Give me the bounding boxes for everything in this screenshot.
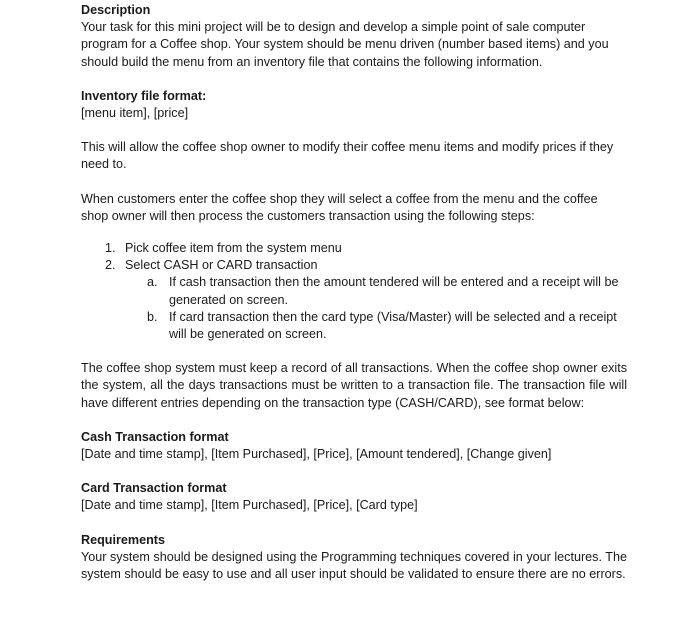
list-item xyxy=(125,274,627,308)
step-text: Select CASH or CARD transaction xyxy=(125,258,318,273)
list-item xyxy=(125,309,627,343)
card-format-text: [Date and time stamp], [Item Purchased], [Price], [Card type] xyxy=(81,498,418,513)
modify-text: This will allow the coffee shop owner to modify their coffee menu items and modify prices if they need to. xyxy=(81,140,614,172)
step-number: 2. xyxy=(105,258,116,273)
inventory-heading: Inventory file format: xyxy=(81,88,207,103)
customers-text: When customers enter the coffee shop they will select a coffee from the menu and the coffee shop owner will then process the customers transaction using the following steps: xyxy=(81,191,598,223)
list-item xyxy=(81,257,627,343)
description-heading: Description xyxy=(81,3,151,17)
steps-list xyxy=(81,240,627,343)
substep-text: If cash transaction then the amount tendered will be entered and a receipt will be generated on screen. xyxy=(169,275,619,307)
description-text: Your task for this mini project will be to design and develop a simple point of sale computer program for a Coffee shop. Your system should be menu driven (number based items) and you should build the menu from an inventory file that contains the following information. xyxy=(81,20,609,69)
requirements-heading: Requirements xyxy=(81,532,165,547)
substeps-list xyxy=(125,274,627,343)
list-item xyxy=(81,240,627,257)
step-text: Pick coffee item from the system menu xyxy=(125,241,342,256)
inventory-format: [menu item], [price] xyxy=(81,106,189,121)
step-number: 1. xyxy=(105,241,116,256)
record-text: The coffee shop system must keep a record of all transactions. When the coffee shop owner exits the system, all the days transactions must be written to a transaction file. The transaction file will have different entries depending on the transaction type (CASH/CARD), see format below: xyxy=(81,361,627,410)
requirements-text: Your system should be designed using the Programming techniques covered in your lectures. The system should be easy to use and all user input should be validated to ensure there are no errors. xyxy=(81,549,627,582)
card-format-heading: Card Transaction format xyxy=(81,481,227,496)
cash-format-heading: Cash Transaction format xyxy=(81,429,229,444)
cash-format-text: [Date and time stamp], [Item Purchased], [Price], [Amount tendered], [Change given] xyxy=(81,447,552,462)
substep-number: b. xyxy=(147,309,158,324)
substep-text: If card transaction then the card type (Visa/Master) will be selected and a receipt will be generated on screen. xyxy=(169,309,617,342)
substep-number: a. xyxy=(147,275,158,290)
document-page xyxy=(81,2,627,583)
